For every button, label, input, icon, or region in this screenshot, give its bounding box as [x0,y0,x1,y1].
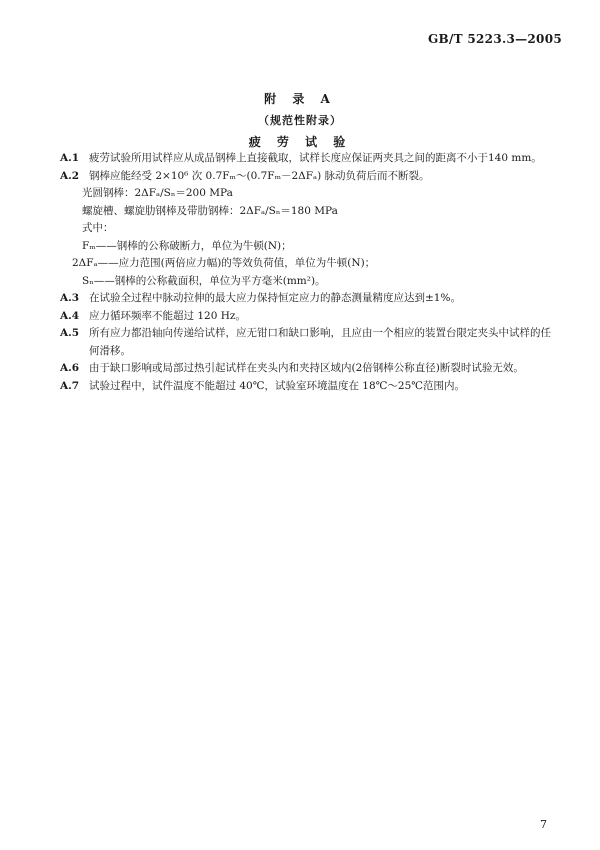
clause-number: A.2 [60,169,80,182]
clause-text: 试验过程中，试件温度不能超过 40℃，试验室环境温度在 18℃～25℃范围内。 [89,379,465,392]
clause-a6 [60,360,560,378]
document-body [60,150,560,395]
definition-fm: Fₘ——钢棒的公称破断力，单位为牛顿(N)； [82,239,292,252]
clause-a3 [60,290,560,308]
clause-text: 疲劳试验所用试样应从成品钢棒上直接截取，试样长度应保证两夹具之间的距离不小于140 mm。 [89,152,542,164]
clause-text: 应力循环频率不能超过 120 Hz。 [89,309,246,322]
appendix-type: （规范性附录） [258,114,342,127]
clause-number: A.7 [60,379,80,392]
definition-sn: Sₙ——钢棒的公称截面积，单位为平方毫米(mm²)。 [82,274,326,287]
clause-a1 [60,150,560,168]
appendix-header [0,90,600,150]
where-label: 式中： [82,222,114,234]
definition-2dfa: 2ΔFₐ——应力范围(两倍应力幅)的等效负荷值，单位为牛顿(N)； [72,257,376,269]
clause-a4 [60,308,560,326]
page-number: 7 [540,818,547,831]
clause-text: 在试验全过程中脉动拉伸的最大应力保持恒定应力的静态测量精度应达到±1%。 [89,292,461,304]
appendix-title: 附 录 A [264,92,336,106]
formula-ribbed-bar: 螺旋槽、螺旋肋钢棒及带肋钢棒：2ΔFₐ/Sₙ＝180 MPa [82,204,338,217]
clause-text: 钢棒应能经受 2×10⁶ 次 0.7Fₘ～(0.7Fₘ－2ΔFₐ) 脉动负荷后而不断裂。 [89,169,430,182]
clause-a2 [60,168,560,186]
clause-text: 所有应力都沿轴向传递给试样，应无钳口和缺口影响，且应由一个相应的装置台限定夹头中试样的任何滑移。 [89,327,551,357]
clause-a5 [60,325,560,360]
clause-number: A.4 [60,309,80,322]
appendix-heading: 疲 劳 试 验 [248,135,352,149]
clause-text: 由于缺口影响或局部过热引起试样在夹头内和夹持区域内(2倍钢棒公称直径)断裂时试验无效。 [89,362,524,374]
clause-number: A.3 [60,292,80,304]
formula-plain-bar: 光圆钢棒：2ΔFₐ/Sₙ＝200 MPa [82,187,233,199]
standard-code: GB/T 5223.3—2005 [427,32,562,46]
clause-number: A.6 [60,362,80,374]
clause-number: A.1 [60,152,80,164]
clause-number: A.5 [60,327,80,339]
clause-a7 [60,378,560,396]
